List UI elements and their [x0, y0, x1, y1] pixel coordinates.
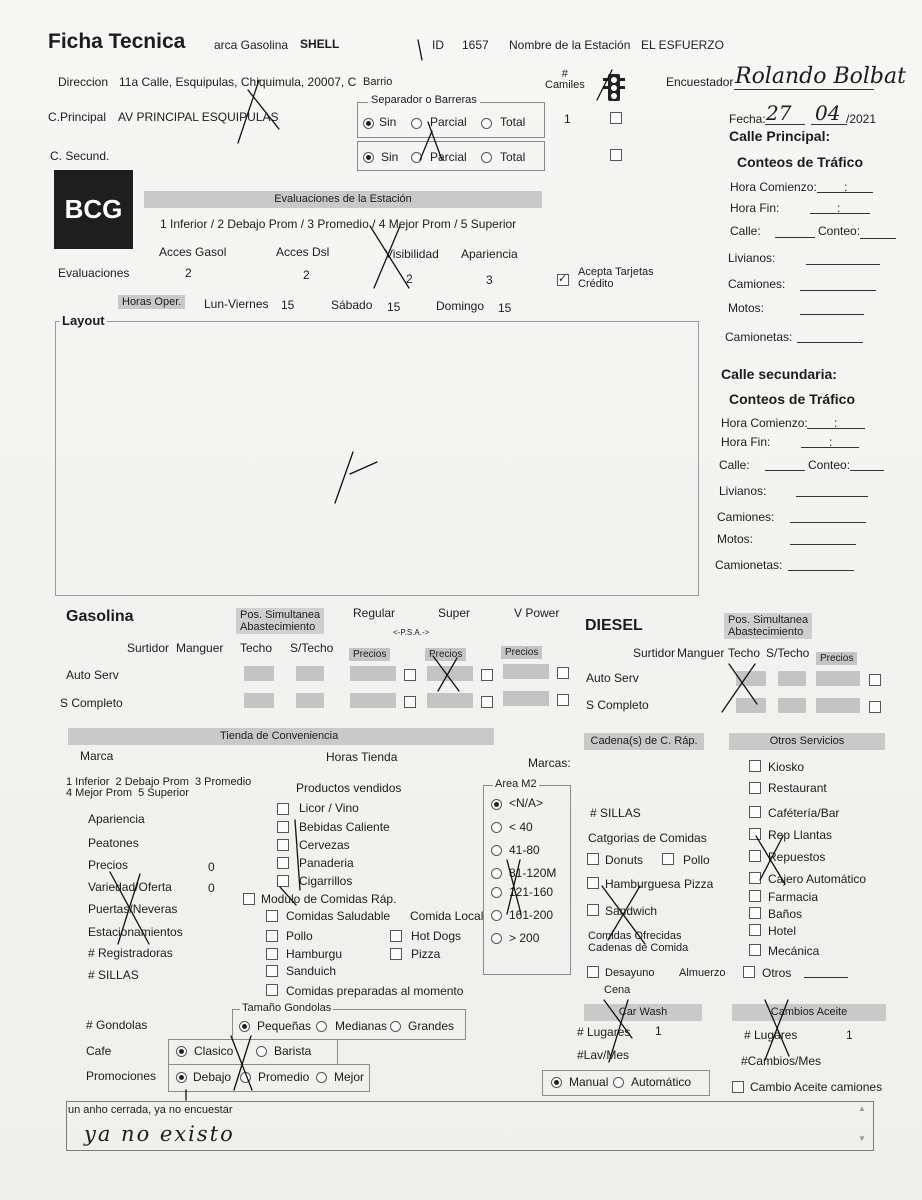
- eval-acces-dsl-val[interactable]: 2: [303, 268, 310, 282]
- fecha-label: Fecha:: [729, 112, 766, 126]
- prod-cigarrillos-check[interactable]: [277, 875, 289, 887]
- horas-lv-val[interactable]: 15: [281, 298, 295, 312]
- gondola-pequenas-radio[interactable]: [239, 1021, 250, 1032]
- tienda-registradoras: # Registradoras: [88, 946, 173, 960]
- gas-col-stecho: S/Techo: [290, 641, 334, 655]
- eval-acces-gasol-val[interactable]: 2: [185, 266, 192, 280]
- comida-saludable-check[interactable]: [266, 910, 278, 922]
- sep-sin-radio[interactable]: [363, 118, 374, 129]
- notes-typed: un anho cerrada, ya no encuestar: [68, 1104, 233, 1116]
- comida-hamburgu: Hamburgu: [286, 947, 343, 961]
- brand-label: arca Gasolina: [214, 38, 289, 52]
- ts-sep2: :: [829, 435, 833, 449]
- eval-row-label: Evaluaciones: [58, 266, 130, 280]
- tienda-sillas: # SILLAS: [88, 968, 139, 982]
- tp-sep1: :: [844, 180, 848, 194]
- area-161-200: 161-200: [509, 908, 554, 922]
- comida-local: Comida Local: [410, 909, 484, 923]
- productos-label: Productos vendidos: [296, 781, 402, 795]
- area-gt200-radio[interactable]: [491, 933, 502, 944]
- gas-sc-regular-check[interactable]: [404, 696, 416, 708]
- tp-motos: Motos:: [728, 301, 765, 315]
- calle-secundaria-heading: Calle secundaria:: [721, 366, 837, 382]
- cadena-donuts: Donuts: [605, 853, 644, 867]
- ts-hora-comienzo: Hora Comienzo:: [721, 416, 808, 430]
- traffic-light-icon: [602, 72, 626, 104]
- layout-panel[interactable]: [55, 321, 699, 596]
- area-121-160-radio[interactable]: [491, 887, 502, 898]
- gas-sc-regular-price[interactable]: [350, 693, 396, 708]
- otros-repuestos: Repuestos: [768, 850, 826, 864]
- meal-almuerzo: Almuerzo: [679, 967, 726, 979]
- promo-label: Promociones: [86, 1069, 157, 1083]
- sandwich-check[interactable]: [587, 904, 599, 916]
- ts-sep1: :: [834, 416, 838, 430]
- sep2-sin-radio[interactable]: [363, 152, 374, 163]
- otros-mecanica: Mecánica: [768, 944, 820, 958]
- hotel-check[interactable]: [749, 924, 761, 936]
- cadena-pollo: Pollo: [683, 853, 710, 867]
- cafe-barista: Barista: [274, 1044, 312, 1058]
- kiosko-check[interactable]: [749, 760, 761, 772]
- horas-sab-val[interactable]: 15: [387, 300, 401, 314]
- address-label: Direccion: [58, 75, 109, 89]
- tienda-horas: Horas Tienda: [326, 750, 398, 764]
- gas-sc-techo-field[interactable]: [244, 693, 274, 708]
- otros-rep-llantas: Rep Llantas: [768, 828, 833, 842]
- horas-dom-label: Domingo: [436, 299, 485, 313]
- cadena-hamburguesa: Hamburguesa: [605, 877, 681, 891]
- prod-panaderia: Panaderia: [299, 856, 354, 870]
- carwash-manual: Manual: [569, 1075, 609, 1089]
- gas-precios-regular: Precios: [349, 648, 390, 661]
- gondola-medianas: Medianas: [335, 1019, 388, 1033]
- ts-hora-fin: Hora Fin:: [721, 435, 771, 449]
- prod-bebidas-check[interactable]: [277, 821, 289, 833]
- tp-livianos: Livianos:: [728, 251, 776, 265]
- camiles-principal-checkbox[interactable]: [610, 112, 622, 124]
- dsl-sc-techo-field[interactable]: [736, 698, 766, 713]
- gas-auto-techo-field[interactable]: [244, 666, 274, 681]
- encuestador-value[interactable]: Rolando Bolbat: [735, 64, 906, 89]
- gas-sc-vpower-price[interactable]: [503, 691, 549, 706]
- station-value: EL ESFUERZO: [641, 38, 724, 52]
- acepta-tarjetas-label: Acepta Tarjetas Crédito: [578, 266, 654, 290]
- comida-sanduich: Sanduich: [286, 964, 337, 978]
- evaluaciones-title: Evaluaciones de la Estación: [144, 191, 542, 208]
- tienda-marca: Marca: [80, 749, 114, 763]
- hamburguesa-check[interactable]: [587, 877, 599, 889]
- otros-cajero: Cajero Automático: [768, 872, 867, 886]
- comida-pizza: Pizza: [411, 947, 441, 961]
- cadena-sillas: # SILLAS: [590, 806, 641, 820]
- sep-parcial-label: Parcial: [430, 115, 467, 129]
- gas-sc-vpower-check[interactable]: [557, 694, 569, 706]
- rep-llantas-check[interactable]: [749, 828, 761, 840]
- comida-hotdogs: Hot Dogs: [411, 929, 462, 943]
- gondola-grandes-radio[interactable]: [390, 1021, 401, 1032]
- area-group: [483, 785, 571, 975]
- promo-debajo-radio[interactable]: [176, 1072, 187, 1083]
- prod-cervezas-check[interactable]: [277, 839, 289, 851]
- area-lt40: < 40: [509, 820, 533, 834]
- hamburgu-check[interactable]: [266, 948, 278, 960]
- dsl-auto-check[interactable]: [869, 674, 881, 686]
- area-81-120: 81-120M: [509, 866, 557, 880]
- carwash-title: Car Wash: [584, 1004, 702, 1021]
- tp-sep2: :: [837, 201, 841, 215]
- encuestador-label: Encuestador: [666, 75, 734, 89]
- ts-motos: Motos:: [717, 532, 754, 546]
- hotdogs-check[interactable]: [390, 930, 402, 942]
- area-gt200: > 200: [509, 931, 540, 945]
- tienda-precios: Precios: [88, 858, 129, 872]
- eval-apariencia-val[interactable]: 3: [486, 273, 493, 287]
- comida-pollo: Pollo: [286, 929, 313, 943]
- scroll-up-icon[interactable]: ▲: [858, 1104, 866, 1113]
- dsl-col-surtidor: Surtidor: [633, 646, 676, 660]
- acepta-tarjetas-checkbox[interactable]: [557, 274, 569, 286]
- sep2-parcial-radio[interactable]: [411, 152, 422, 163]
- otros-restaurant: Restaurant: [768, 781, 827, 795]
- principal-label: C.Principal: [48, 110, 107, 124]
- promo-mejor-radio[interactable]: [316, 1072, 327, 1083]
- repuestos-check[interactable]: [749, 850, 761, 862]
- cadena-sandwich: Sandwich: [605, 904, 658, 918]
- otros-kiosko: Kiosko: [768, 760, 805, 774]
- tienda-scale: 1 Inferior 2 Debajo Prom 3 Promedio 4 Mejor Prom 5 Superior: [66, 776, 252, 799]
- gas-sc-stecho-field[interactable]: [296, 693, 324, 708]
- camiles-label: # Camiles: [545, 68, 585, 91]
- barrio-label: Barrio: [363, 76, 393, 88]
- sep-total-label: Total: [500, 115, 526, 129]
- dsl-sc-price[interactable]: [816, 698, 860, 713]
- horas-lv-label: Lun-Viernes: [204, 297, 269, 311]
- gas-vpower: V Power: [514, 606, 560, 620]
- station-label: Nombre de la Estación: [509, 38, 631, 52]
- ts-calle: Calle:: [719, 458, 750, 472]
- ts-conteo: Conteo:: [808, 458, 851, 472]
- scroll-down-icon[interactable]: ▼: [858, 1134, 866, 1143]
- horas-dom-val[interactable]: 15: [498, 301, 512, 315]
- principal-value: AV PRINCIPAL ESQUIPULAS: [118, 110, 279, 124]
- prod-licor-check[interactable]: [277, 803, 289, 815]
- comida-saludable: Comidas Saludable: [286, 909, 391, 923]
- gas-auto-super-price[interactable]: [427, 666, 473, 681]
- area-na-radio[interactable]: [491, 799, 502, 810]
- tienda-precios-val[interactable]: 0: [208, 860, 215, 874]
- sep2-parcial-label: Parcial: [430, 150, 467, 164]
- gas-row-auto: Auto Serv: [66, 668, 119, 682]
- diesel-pos-sim: Pos. Simultanea Abastecimiento: [724, 613, 812, 639]
- tp-hora-comienzo: Hora Comienzo:: [730, 180, 817, 194]
- ts-livianos: Livianos:: [719, 484, 767, 498]
- gas-auto-vpower-check[interactable]: [557, 667, 569, 679]
- promo-mejor: Mejor: [334, 1070, 365, 1084]
- cafe-clasico-radio[interactable]: [176, 1046, 187, 1057]
- id-value: 1657: [462, 38, 489, 52]
- modulo-label: Modulo de Comidas Ráp.: [261, 892, 397, 906]
- cadena-categorias: Catgorias de Comidas: [588, 831, 707, 845]
- dsl-sc-stecho-field[interactable]: [778, 698, 806, 713]
- carwash-lugares-val[interactable]: 1: [655, 1024, 662, 1038]
- area-41-80-radio[interactable]: [491, 845, 502, 856]
- brand-value: SHELL: [300, 37, 340, 51]
- conteos-principal-heading: Conteos de Tráfico: [737, 154, 864, 170]
- id-label: ID: [432, 38, 444, 52]
- tamano-title: Tamaño Gondolas: [242, 1002, 332, 1014]
- carwash-lavmes: #Lav/Mes: [577, 1048, 630, 1062]
- otros-hotel: Hotel: [768, 924, 797, 938]
- sep-sin-label: Sin: [379, 115, 397, 129]
- cafe-label: Cafe: [86, 1044, 112, 1058]
- comidas-preparadas-check[interactable]: [266, 984, 278, 996]
- gas-auto-regular-check[interactable]: [404, 669, 416, 681]
- fecha-year: /2021: [846, 112, 877, 126]
- gas-auto-regular-price[interactable]: [350, 666, 396, 681]
- notes-handwritten: ya no existo: [84, 1122, 235, 1146]
- prod-cigarrillos: Cigarrillos: [299, 874, 353, 888]
- gas-col-manguer: Manguer: [176, 641, 224, 655]
- ts-camionetas: Camionetas:: [715, 558, 783, 572]
- gas-precios-super: Precios: [425, 648, 466, 661]
- tp-conteo: Conteo:: [818, 224, 861, 238]
- aceite-title: Cambios Aceite: [732, 1004, 886, 1021]
- dsl-sc-check[interactable]: [869, 701, 881, 713]
- tienda-variedad: Variedad/Oferta: [88, 880, 172, 894]
- dsl-auto-stecho-field[interactable]: [778, 671, 806, 686]
- prod-licor: Licor / Vino: [299, 801, 359, 815]
- sep2-sin-label: Sin: [381, 150, 399, 164]
- area-lt40-radio[interactable]: [491, 822, 502, 833]
- donuts-check[interactable]: [587, 853, 599, 865]
- horas-label: Horas Oper.: [118, 295, 185, 309]
- dsl-auto-price[interactable]: [816, 671, 860, 686]
- fecha-day[interactable]: 27: [766, 101, 792, 125]
- tienda-variedad-val[interactable]: 0: [208, 881, 215, 895]
- meal-cena: Cena: [604, 984, 631, 996]
- gas-col-techo: Techo: [240, 641, 273, 655]
- comida-preparadas: Comidas preparadas al momento: [286, 984, 464, 998]
- eval-col-visibilidad: Visibilidad: [385, 247, 439, 261]
- cafe-barista-radio[interactable]: [256, 1046, 267, 1057]
- prod-cervezas: Cervezas: [299, 838, 350, 852]
- aceite-camiones-check[interactable]: [732, 1081, 744, 1093]
- otros-cafeteria: Cafétería/Bar: [768, 806, 840, 820]
- sanduich-check[interactable]: [266, 965, 278, 977]
- area-na: <N/A>: [509, 796, 544, 810]
- bcg-logo: BCG: [54, 170, 133, 249]
- tienda-title: Tienda de Conveniencia: [68, 728, 494, 745]
- banos-check[interactable]: [749, 907, 761, 919]
- sep2-total-radio[interactable]: [481, 152, 492, 163]
- cadena-pollo-check[interactable]: [662, 853, 674, 865]
- tp-camionetas: Camionetas:: [725, 330, 793, 344]
- page-title: Ficha Tecnica: [48, 30, 186, 53]
- pizza-check[interactable]: [390, 948, 402, 960]
- eval-col-acces-dsl: Acces Dsl: [276, 245, 330, 259]
- carwash-manual-radio[interactable]: [551, 1077, 562, 1088]
- diesel-title: DIESEL: [585, 617, 643, 634]
- gondolas-label: # Gondolas: [86, 1018, 148, 1032]
- pollo-check[interactable]: [266, 930, 278, 942]
- gas-sc-super-price[interactable]: [427, 693, 473, 708]
- gas-auto-vpower-price[interactable]: [503, 664, 549, 679]
- area-121-160: 121-160: [509, 885, 554, 899]
- otros-banos: Baños: [768, 907, 803, 921]
- modulo-check[interactable]: [243, 893, 255, 905]
- cafe-clasico: Clasico: [194, 1044, 234, 1058]
- carwash-auto-radio[interactable]: [613, 1077, 624, 1088]
- gasolina-title: Gasolina: [66, 608, 134, 625]
- conteos-secundaria-heading: Conteos de Tráfico: [729, 391, 856, 407]
- gas-auto-stecho-field[interactable]: [296, 666, 324, 681]
- gas-sc-super-check[interactable]: [481, 696, 493, 708]
- area-161-200-radio[interactable]: [491, 910, 502, 921]
- otros-title: Otros Servicios: [729, 733, 885, 750]
- calle-principal-heading: Calle Principal:: [729, 128, 831, 144]
- tp-calle: Calle:: [730, 224, 761, 238]
- dsl-col-manguer: Manguer: [677, 646, 725, 660]
- aceite-lugares: # Lugares: [744, 1028, 798, 1042]
- otros-check[interactable]: [743, 966, 755, 978]
- gas-pos-sim: Pos. Simultanea Abastecimiento: [236, 608, 324, 634]
- tienda-puertas: Puertas/Neveras: [88, 902, 178, 916]
- sep2-total-label: Total: [500, 150, 526, 164]
- meal-desayuno: Desayuno: [605, 967, 655, 979]
- dsl-auto-techo-field[interactable]: [736, 671, 766, 686]
- aceite-lugares-val[interactable]: 1: [846, 1028, 853, 1042]
- prod-panaderia-check[interactable]: [277, 857, 289, 869]
- horas-sab-label: Sábado: [331, 298, 373, 312]
- promo-promedio-radio[interactable]: [240, 1072, 251, 1083]
- cafeteria-check[interactable]: [749, 806, 761, 818]
- farmacia-check[interactable]: [749, 890, 761, 902]
- address-value: 11a Calle, Esquipulas, Chiquimula, 20007, C: [119, 75, 357, 89]
- tp-hora-fin: Hora Fin:: [730, 201, 780, 215]
- aceite-cambios: #Cambios/Mes: [741, 1054, 822, 1068]
- gondola-pequenas: Pequeñas: [257, 1019, 312, 1033]
- cadena-ofrecidas: Comidas Ofrecidas Cadenas de Comida: [588, 930, 689, 954]
- gondola-grandes: Grandes: [408, 1019, 455, 1033]
- eval-col-apariencia: Apariencia: [461, 247, 518, 261]
- dsl-col-stecho: S/Techo: [766, 646, 810, 660]
- gas-auto-super-check[interactable]: [481, 669, 493, 681]
- secund-label: C. Secund.: [50, 149, 110, 163]
- dsl-row-scompleto: S Completo: [586, 698, 649, 712]
- desayuno-check[interactable]: [587, 966, 599, 978]
- promo-debajo: Debajo: [193, 1070, 232, 1084]
- gas-col-surtidor: Surtidor: [127, 641, 170, 655]
- ts-camiones: Camiones:: [717, 510, 775, 524]
- gas-psa: <-P.S.A.->: [393, 628, 430, 637]
- area-41-80: 41-80: [509, 843, 540, 857]
- camiles-secund-checkbox[interactable]: [610, 149, 622, 161]
- restaurant-check[interactable]: [749, 782, 761, 794]
- dsl-precios: Precios: [816, 652, 857, 665]
- tienda-apariencia: Apariencia: [88, 812, 145, 826]
- camiles-value: 1: [564, 112, 571, 126]
- cadena-title: Cadena(s) de C. Ráp.: [584, 733, 704, 750]
- cajero-check[interactable]: [749, 872, 761, 884]
- aceite-camiones: Cambio Aceite camiones: [750, 1080, 883, 1094]
- otros-farmacia: Farmacia: [768, 890, 819, 904]
- area-81-120-radio[interactable]: [491, 868, 502, 879]
- otros-otros: Otros: [762, 966, 792, 980]
- sep-parcial-radio[interactable]: [411, 118, 422, 129]
- tp-camiones: Camiones:: [728, 277, 786, 291]
- evaluaciones-scale: 1 Inferior / 2 Debajo Prom / 3 Promedio / 4 Mejor Prom / 5 Superior: [160, 217, 517, 231]
- gondola-medianas-radio[interactable]: [316, 1021, 327, 1032]
- tienda-marcas: Marcas:: [528, 756, 571, 770]
- gas-row-scompleto: S Completo: [60, 696, 123, 710]
- gas-regular: Regular: [353, 606, 396, 620]
- sep-total-radio[interactable]: [481, 118, 492, 129]
- eval-visibilidad-val[interactable]: 2: [406, 272, 413, 286]
- area-title: Area M2: [495, 778, 537, 790]
- dsl-row-auto: Auto Serv: [586, 671, 639, 685]
- cadena-pizza: Pizza: [684, 877, 714, 891]
- eval-col-acces-gasol: Acces Gasol: [159, 245, 227, 259]
- separador-title: Separador o Barreras: [368, 94, 480, 106]
- dsl-col-techo: Techo: [728, 646, 761, 660]
- tienda-estacionamientos: Estacionamientos: [88, 925, 183, 939]
- mecanica-check[interactable]: [749, 944, 761, 956]
- tienda-peatones: Peatones: [88, 836, 139, 850]
- gas-super: Super: [438, 606, 471, 620]
- gas-precios-vpower: Precios: [501, 646, 542, 659]
- layout-label: Layout: [62, 313, 105, 328]
- fecha-month[interactable]: 04: [815, 101, 841, 125]
- promo-promedio: Promedio: [258, 1070, 310, 1084]
- carwash-lugares: # Lugares: [577, 1025, 631, 1039]
- prod-bebidas: Bebidas Caliente: [299, 820, 390, 834]
- carwash-automatico: Automático: [631, 1075, 692, 1089]
